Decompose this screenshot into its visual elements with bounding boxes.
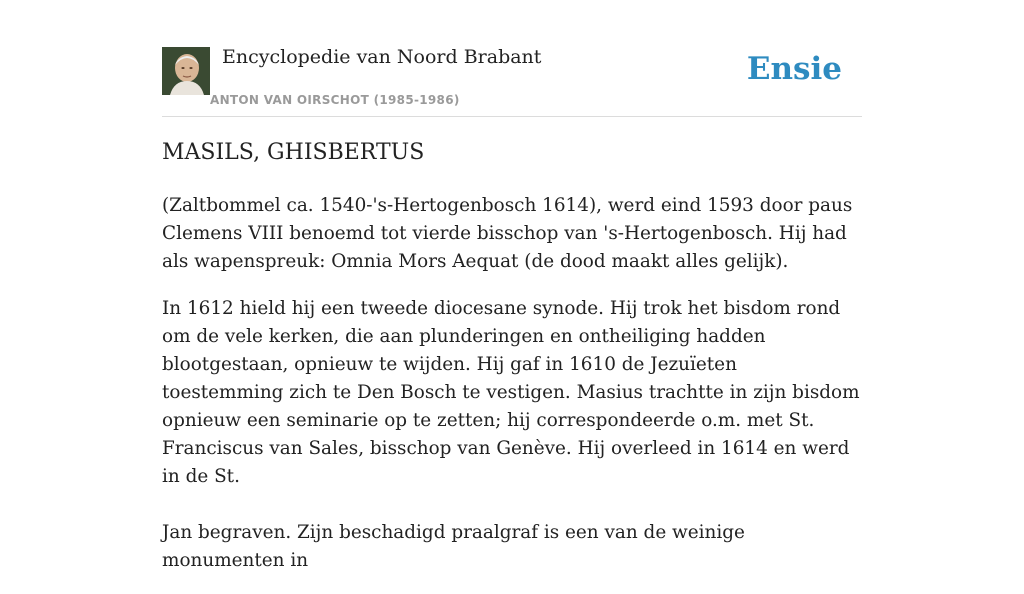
portrait-image xyxy=(162,47,210,95)
author-avatar xyxy=(162,47,210,95)
article-title: MASILS, GHISBERTUS xyxy=(162,140,425,165)
ensie-logo[interactable]: Ensie xyxy=(746,51,842,87)
author-name[interactable]: ANTON VAN OIRSCHOT (1985-1986) xyxy=(210,93,460,107)
article-header xyxy=(162,46,862,117)
article-paragraph: (Zaltbommel ca. 1540-'s-Hertogenbosch 1614), werd eind 1593 door paus Clemens VIII benoemd tot vierde bisschop van 's-Hertogenbosch. Hij had als wapenspreuk: Omnia Mors Aequat (de dood maakt alles gelijk). xyxy=(162,195,853,272)
source-title[interactable]: Encyclopedie van Noord Brabant xyxy=(222,46,542,68)
article-body xyxy=(162,192,862,594)
article-paragraph: In 1612 hield hij een tweede diocesane synode. Hij trok het bisdom rond om de vele kerken, die aan plunderingen en ontheiliging hadden blootgestaan, opnieuw te wijden. Hij gaf in 1610 de Jezuïeten toestemming zich te Den Bosch te vestigen. Masius trachtte in zijn bisdom opnieuw een seminarie op te zetten; hij correspondeerde o.m. met St. Franciscus van Sales, bisschop van Genève. Hij overleed in 1614 en werd in de St. Jan begraven. Zijn beschadigd praalgraf is een van de weinige monumenten in xyxy=(162,298,860,571)
